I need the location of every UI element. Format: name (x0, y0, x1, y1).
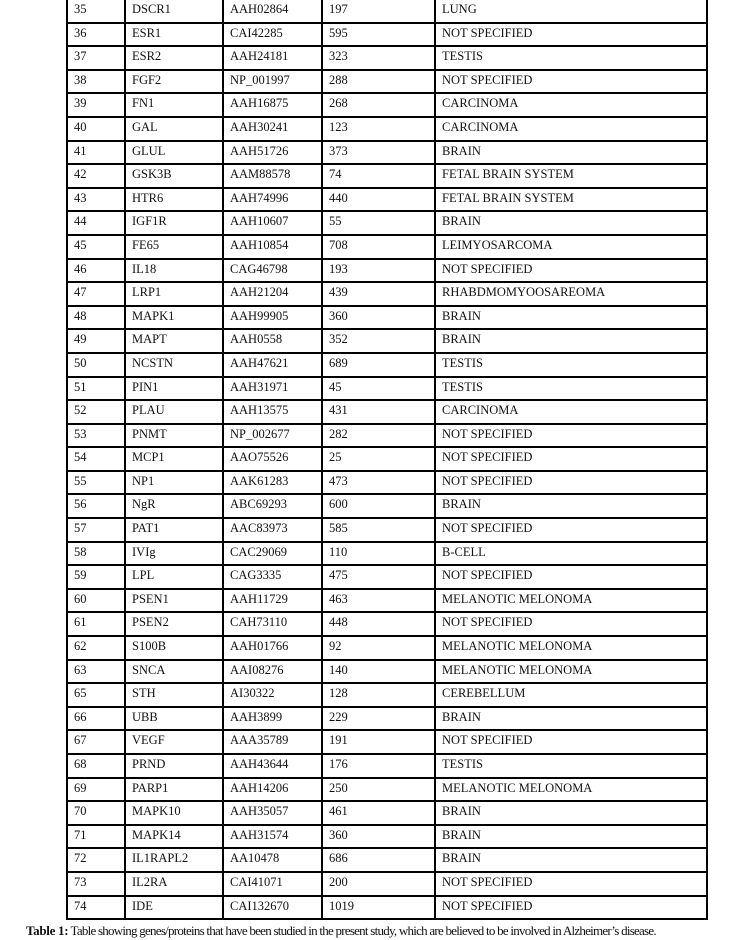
gene-cell: IL2RA (125, 872, 223, 896)
row-number-cell: 60 (67, 589, 125, 613)
tissue-cell: NOT SPECIFIED (435, 259, 707, 283)
table-row (67, 612, 707, 636)
tissue-cell: CEREBELLUM (435, 683, 707, 707)
tissue-cell: LEIMYOSARCOMA (435, 235, 707, 259)
row-number-cell: 67 (67, 730, 125, 754)
length-cell: 352 (322, 329, 435, 353)
accession-cell: AAH11729 (223, 589, 322, 613)
gene-cell: MCP1 (125, 447, 223, 471)
tissue-cell: B-CELL (435, 542, 707, 566)
accession-cell: AAH31574 (223, 825, 322, 849)
tissue-cell: CARCINOMA (435, 117, 707, 141)
accession-cell: CAI42285 (223, 23, 322, 47)
table-row (67, 353, 707, 377)
gene-cell: PARP1 (125, 778, 223, 802)
table-row (67, 93, 707, 117)
row-number-cell: 69 (67, 778, 125, 802)
caption-text: Table showing genes/proteins that have been studied in the present study, which are believed to be involved in Alzheimer’s disease. (68, 923, 656, 938)
length-cell: 585 (322, 518, 435, 542)
accession-cell: AAM88578 (223, 164, 322, 188)
tissue-cell: FETAL BRAIN SYSTEM (435, 164, 707, 188)
row-number-cell: 48 (67, 306, 125, 330)
row-number-cell: 62 (67, 636, 125, 660)
accession-cell: AAC83973 (223, 518, 322, 542)
gene-cell: ESR1 (125, 23, 223, 47)
length-cell: 74 (322, 164, 435, 188)
length-cell: 373 (322, 141, 435, 165)
table-row (67, 730, 707, 754)
gene-cell: NCSTN (125, 353, 223, 377)
gene-cell: MAPK14 (125, 825, 223, 849)
accession-cell: AAH01766 (223, 636, 322, 660)
row-number-cell: 72 (67, 848, 125, 872)
length-cell: 191 (322, 730, 435, 754)
length-cell: 600 (322, 494, 435, 518)
accession-cell: AAH02864 (223, 0, 322, 23)
row-number-cell: 59 (67, 565, 125, 589)
row-number-cell: 57 (67, 518, 125, 542)
length-cell: 250 (322, 778, 435, 802)
gene-cell: ESR2 (125, 46, 223, 70)
table-row (67, 754, 707, 778)
gene-cell: SNCA (125, 660, 223, 684)
table-row (67, 0, 707, 23)
accession-cell: AAH16875 (223, 93, 322, 117)
tissue-cell: MELANOTIC MELONOMA (435, 636, 707, 660)
length-cell: 473 (322, 471, 435, 495)
tissue-cell: NOT SPECIFIED (435, 565, 707, 589)
tissue-cell: BRAIN (435, 825, 707, 849)
tissue-cell: MELANOTIC MELONOMA (435, 778, 707, 802)
tissue-cell: NOT SPECIFIED (435, 730, 707, 754)
row-number-cell: 37 (67, 46, 125, 70)
tissue-cell: CARCINOMA (435, 400, 707, 424)
row-number-cell: 71 (67, 825, 125, 849)
accession-cell: AAH99905 (223, 306, 322, 330)
table-row (67, 329, 707, 353)
length-cell: 440 (322, 188, 435, 212)
table-row (67, 306, 707, 330)
length-cell: 475 (322, 565, 435, 589)
tissue-cell: NOT SPECIFIED (435, 23, 707, 47)
length-cell: 282 (322, 424, 435, 448)
table-row (67, 825, 707, 849)
row-number-cell: 68 (67, 754, 125, 778)
length-cell: 110 (322, 542, 435, 566)
length-cell: 268 (322, 93, 435, 117)
length-cell: 92 (322, 636, 435, 660)
tissue-cell: BRAIN (435, 707, 707, 731)
tissue-cell: MELANOTIC MELONOMA (435, 589, 707, 613)
gene-cell: STH (125, 683, 223, 707)
accession-cell: NP_001997 (223, 70, 322, 94)
row-number-cell: 36 (67, 23, 125, 47)
gene-cell: IL1RAPL2 (125, 848, 223, 872)
tissue-cell: TESTIS (435, 46, 707, 70)
table-row (67, 400, 707, 424)
table-row (67, 801, 707, 825)
row-number-cell: 35 (67, 0, 125, 23)
genes-table-body (67, 0, 707, 919)
table-row (67, 164, 707, 188)
length-cell: 197 (322, 0, 435, 23)
tissue-cell: MELANOTIC MELONOMA (435, 660, 707, 684)
accession-cell: CAG46798 (223, 259, 322, 283)
gene-cell: FGF2 (125, 70, 223, 94)
accession-cell: CAG3335 (223, 565, 322, 589)
row-number-cell: 73 (67, 872, 125, 896)
table-row (67, 141, 707, 165)
gene-cell: HTR6 (125, 188, 223, 212)
length-cell: 176 (322, 754, 435, 778)
length-cell: 439 (322, 282, 435, 306)
row-number-cell: 46 (67, 259, 125, 283)
accession-cell: AI30322 (223, 683, 322, 707)
accession-cell: ABC69293 (223, 494, 322, 518)
row-number-cell: 74 (67, 896, 125, 920)
gene-cell: PSEN2 (125, 612, 223, 636)
accession-cell: AAH13575 (223, 400, 322, 424)
tissue-cell: BRAIN (435, 306, 707, 330)
gene-cell: PNMT (125, 424, 223, 448)
tissue-cell: NOT SPECIFIED (435, 70, 707, 94)
gene-cell: GSK3B (125, 164, 223, 188)
gene-cell: IVIg (125, 542, 223, 566)
table-row (67, 542, 707, 566)
gene-cell: FN1 (125, 93, 223, 117)
gene-cell: DSCR1 (125, 0, 223, 23)
row-number-cell: 55 (67, 471, 125, 495)
tissue-cell: NOT SPECIFIED (435, 872, 707, 896)
gene-cell: PLAU (125, 400, 223, 424)
row-number-cell: 61 (67, 612, 125, 636)
row-number-cell: 70 (67, 801, 125, 825)
length-cell: 288 (322, 70, 435, 94)
gene-cell: GAL (125, 117, 223, 141)
gene-cell: NP1 (125, 471, 223, 495)
accession-cell: AAH10607 (223, 211, 322, 235)
tissue-cell: CARCINOMA (435, 93, 707, 117)
row-number-cell: 52 (67, 400, 125, 424)
gene-cell: IDE (125, 896, 223, 920)
row-number-cell: 47 (67, 282, 125, 306)
accession-cell: CAC29069 (223, 542, 322, 566)
accession-cell: AAH74996 (223, 188, 322, 212)
accession-cell: AAH35057 (223, 801, 322, 825)
gene-cell: IGF1R (125, 211, 223, 235)
length-cell: 708 (322, 235, 435, 259)
accession-cell: AA10478 (223, 848, 322, 872)
tissue-cell: NOT SPECIFIED (435, 612, 707, 636)
table-row (67, 589, 707, 613)
row-number-cell: 41 (67, 141, 125, 165)
length-cell: 595 (322, 23, 435, 47)
accession-cell: AAO75526 (223, 447, 322, 471)
row-number-cell: 63 (67, 660, 125, 684)
accession-cell: AAI08276 (223, 660, 322, 684)
accession-cell: AAH0558 (223, 329, 322, 353)
accession-cell: NP_002677 (223, 424, 322, 448)
table-row (67, 494, 707, 518)
tissue-cell: NOT SPECIFIED (435, 424, 707, 448)
length-cell: 689 (322, 353, 435, 377)
tissue-cell: NOT SPECIFIED (435, 471, 707, 495)
length-cell: 1019 (322, 896, 435, 920)
table-row (67, 46, 707, 70)
tissue-cell: TESTIS (435, 353, 707, 377)
gene-cell: MAPT (125, 329, 223, 353)
gene-cell: MAPK10 (125, 801, 223, 825)
accession-cell: AAH31971 (223, 377, 322, 401)
length-cell: 360 (322, 825, 435, 849)
table-row (67, 872, 707, 896)
gene-cell: GLUL (125, 141, 223, 165)
table-row (67, 660, 707, 684)
table-row (67, 117, 707, 141)
row-number-cell: 38 (67, 70, 125, 94)
row-number-cell: 54 (67, 447, 125, 471)
tissue-cell: TESTIS (435, 377, 707, 401)
gene-cell: FE65 (125, 235, 223, 259)
length-cell: 200 (322, 872, 435, 896)
tissue-cell: BRAIN (435, 801, 707, 825)
row-number-cell: 42 (67, 164, 125, 188)
length-cell: 323 (322, 46, 435, 70)
gene-cell: VEGF (125, 730, 223, 754)
length-cell: 448 (322, 612, 435, 636)
tissue-cell: BRAIN (435, 848, 707, 872)
accession-cell: AAH51726 (223, 141, 322, 165)
table-row (67, 70, 707, 94)
accession-cell: AAH47621 (223, 353, 322, 377)
table-row (67, 518, 707, 542)
length-cell: 25 (322, 447, 435, 471)
length-cell: 461 (322, 801, 435, 825)
gene-cell: LRP1 (125, 282, 223, 306)
row-number-cell: 40 (67, 117, 125, 141)
row-number-cell: 51 (67, 377, 125, 401)
table-row (67, 896, 707, 920)
row-number-cell: 56 (67, 494, 125, 518)
gene-cell: S100B (125, 636, 223, 660)
genes-table (66, 0, 708, 920)
accession-cell: AAH30241 (223, 117, 322, 141)
row-number-cell: 58 (67, 542, 125, 566)
length-cell: 686 (322, 848, 435, 872)
accession-cell: AAH10854 (223, 235, 322, 259)
table-row (67, 636, 707, 660)
tissue-cell: BRAIN (435, 494, 707, 518)
table-row (67, 377, 707, 401)
length-cell: 360 (322, 306, 435, 330)
gene-cell: UBB (125, 707, 223, 731)
accession-cell: AAH3899 (223, 707, 322, 731)
tissue-cell: NOT SPECIFIED (435, 447, 707, 471)
table-row (67, 447, 707, 471)
table-row (67, 23, 707, 47)
row-number-cell: 44 (67, 211, 125, 235)
row-number-cell: 65 (67, 683, 125, 707)
accession-cell: CAH73110 (223, 612, 322, 636)
length-cell: 463 (322, 589, 435, 613)
table-row (67, 778, 707, 802)
gene-cell: PSEN1 (125, 589, 223, 613)
gene-cell: PAT1 (125, 518, 223, 542)
length-cell: 140 (322, 660, 435, 684)
tissue-cell: TESTIS (435, 754, 707, 778)
tissue-cell: RHABDMOMYOOSAREOMA (435, 282, 707, 306)
row-number-cell: 43 (67, 188, 125, 212)
tissue-cell: FETAL BRAIN SYSTEM (435, 188, 707, 212)
accession-cell: AAH21204 (223, 282, 322, 306)
length-cell: 229 (322, 707, 435, 731)
gene-cell: LPL (125, 565, 223, 589)
row-number-cell: 66 (67, 707, 125, 731)
length-cell: 431 (322, 400, 435, 424)
tissue-cell: BRAIN (435, 141, 707, 165)
table-row (67, 707, 707, 731)
length-cell: 128 (322, 683, 435, 707)
tissue-cell: BRAIN (435, 329, 707, 353)
length-cell: 123 (322, 117, 435, 141)
gene-cell: IL18 (125, 259, 223, 283)
table-row (67, 424, 707, 448)
table-row (67, 188, 707, 212)
table-caption (26, 923, 755, 939)
accession-cell: AAH14206 (223, 778, 322, 802)
accession-cell: CAI132670 (223, 896, 322, 920)
accession-cell: AAK61283 (223, 471, 322, 495)
tissue-cell: NOT SPECIFIED (435, 518, 707, 542)
table-row (67, 683, 707, 707)
gene-cell: MAPK1 (125, 306, 223, 330)
gene-cell: PRND (125, 754, 223, 778)
table-row (67, 259, 707, 283)
row-number-cell: 45 (67, 235, 125, 259)
accession-cell: AAA35789 (223, 730, 322, 754)
gene-cell: PIN1 (125, 377, 223, 401)
row-number-cell: 50 (67, 353, 125, 377)
table-row (67, 282, 707, 306)
table-row (67, 211, 707, 235)
length-cell: 45 (322, 377, 435, 401)
table-row (67, 471, 707, 495)
row-number-cell: 39 (67, 93, 125, 117)
tissue-cell: NOT SPECIFIED (435, 896, 707, 920)
accession-cell: AAH24181 (223, 46, 322, 70)
row-number-cell: 49 (67, 329, 125, 353)
accession-cell: CAI41071 (223, 872, 322, 896)
table-row (67, 565, 707, 589)
table-row (67, 848, 707, 872)
length-cell: 55 (322, 211, 435, 235)
caption-label: Table 1: (26, 923, 69, 938)
gene-cell: NgR (125, 494, 223, 518)
tissue-cell: LUNG (435, 0, 707, 23)
length-cell: 193 (322, 259, 435, 283)
row-number-cell: 53 (67, 424, 125, 448)
tissue-cell: BRAIN (435, 211, 707, 235)
accession-cell: AAH43644 (223, 754, 322, 778)
table-row (67, 235, 707, 259)
